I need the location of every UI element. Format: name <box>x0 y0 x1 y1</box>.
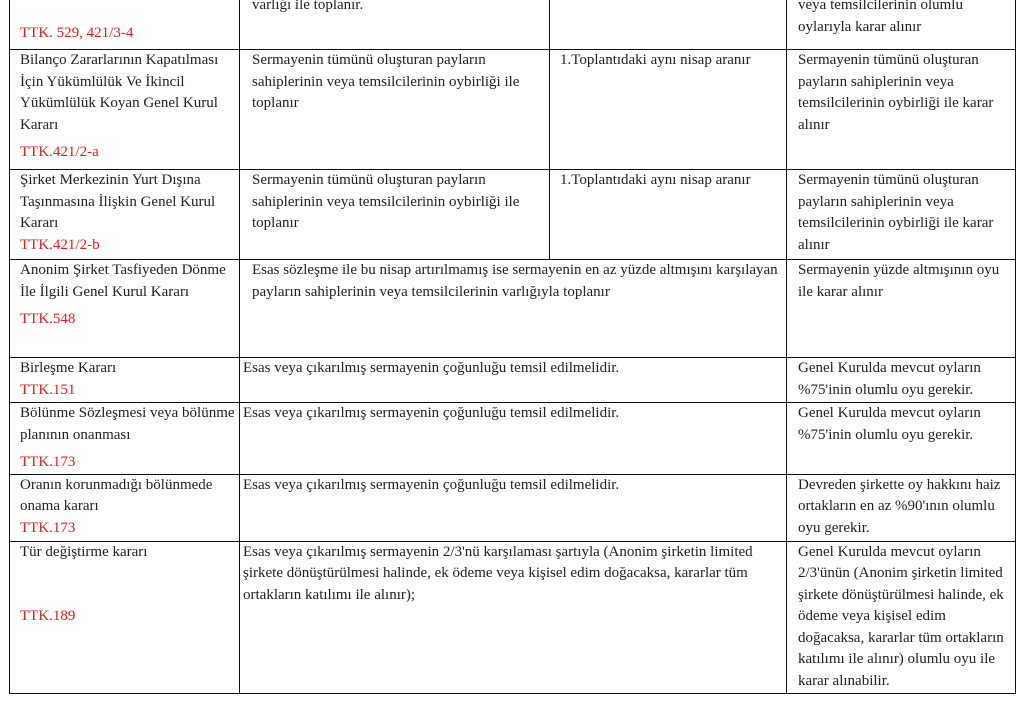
subject-cell <box>10 541 240 693</box>
quorum-table <box>9 0 1016 694</box>
decision-cell <box>787 50 1016 170</box>
subject-cell <box>10 0 240 50</box>
ttk-reference: TTK.173 <box>20 454 76 470</box>
quorum-cell <box>240 474 787 541</box>
decision-cell <box>787 170 1016 260</box>
decision-cell <box>787 403 1016 475</box>
second-quorum-text: 1.Toplantıdaki aynı nisap aranır <box>560 52 751 68</box>
quorum-cell <box>240 0 550 50</box>
decision-text: Sermayenin yüzde altmışının oyu ile karar alınır <box>798 262 1000 300</box>
quorum-text: Esas veya çıkarılmış sermayenin 2/3'nü karşılaması şartıyla (Anonim şirketin limited şirkete dönüştürülmesi halinde, ek ödeme veya kişisel edim doğacaksa, kararlar tüm ortakların katılımı ile alınır); <box>243 543 753 603</box>
subject-cell <box>10 358 240 403</box>
subject-cell <box>10 170 240 260</box>
second-quorum-cell <box>550 170 787 260</box>
decision-text: Genel Kurulda mevcut oyların 2/3'ünün (Anonim şirketin limited şirkete dönüştürülmesi halinde, ek ödeme veya kişisel edim doğacaksa, kararlar tüm ortakların katılımı ile alınır) olumlu oyu ile karar alınabilir. <box>798 543 1004 689</box>
quorum-cell <box>240 50 550 170</box>
subject-text: Tür değiştirme kararı <box>20 543 148 560</box>
quorum-cell <box>240 170 550 260</box>
table-row <box>10 474 1016 541</box>
subject-text: Oranın korunmadığı bölünmede onama kararı <box>20 476 213 514</box>
ttk-reference: TTK.173 <box>20 519 76 536</box>
ttk-reference: TTK.421/2-a <box>20 144 99 160</box>
subject-text: Bölünme Sözleşmesi veya bölünme planının onanması <box>20 405 235 443</box>
decision-cell <box>787 0 1016 50</box>
ttk-reference: TTK.151 <box>20 381 76 398</box>
subject-cell <box>10 403 240 475</box>
ttk-reference: TTK.421/2-b <box>20 236 100 253</box>
quorum-text: varlığı ile toplanır. <box>252 0 364 13</box>
second-quorum-cell <box>550 50 787 170</box>
ttk-reference: TTK. 529, 421/3-4 <box>20 25 134 41</box>
decision-text: Sermayenin tümünü oluşturan payların sahiplerinin veya temsilcilerinin oybirliği ile karar alınır <box>798 52 994 133</box>
quorum-text: Esas veya çıkarılmış sermayenin çoğunluğu temsil edilmelidir. <box>243 405 620 421</box>
quorum-text: Esas veya çıkarılmış sermayenin çoğunluğu temsil edilmelidir. <box>243 360 620 376</box>
quorum-text: Sermayenin tümünü oluşturan payların sahiplerinin veya temsilcilerinin oybirliği ile toplanır <box>252 52 520 111</box>
table-row <box>10 541 1016 693</box>
table-row <box>10 403 1016 475</box>
ttk-reference: TTK.548 <box>20 311 76 327</box>
quorum-cell <box>240 260 787 358</box>
subject-text: Bilanço Zararlarının Kapatılması İçin Yükümlülük Ve İkincil Yükümlülük Koyan Genel Kurul Kararı <box>20 52 219 133</box>
table-row <box>10 0 1016 50</box>
decision-cell <box>787 358 1016 403</box>
ttk-reference: TTK.189 <box>20 608 76 624</box>
subject-text: Anonim Şirket Tasfiyeden Dönme İle İlgili Genel Kurul Kararı <box>20 262 226 300</box>
decision-text: veya temsilcilerinin olumlu oylarıyla karar alınır <box>798 0 963 35</box>
quorum-text: Esas veya çıkarılmış sermayenin çoğunluğu temsil edilmelidir. <box>243 476 620 493</box>
table-row <box>10 260 1016 358</box>
quorum-cell <box>240 403 787 475</box>
quorum-cell <box>240 358 787 403</box>
decision-text: Genel Kurulda mevcut oyların %75'inin olumlu oyu gerekir. <box>798 360 981 398</box>
table-row <box>10 50 1016 170</box>
decision-text: Sermayenin tümünü oluşturan payların sahiplerinin veya temsilcilerinin oybirliği ile karar alınır <box>798 172 994 253</box>
subject-cell <box>10 260 240 358</box>
second-quorum-cell <box>550 0 787 50</box>
decision-cell <box>787 541 1016 693</box>
subject-cell <box>10 50 240 170</box>
subject-text: Şirket Merkezinin Yurt Dışına Taşınmasına İlişkin Genel Kurul Kararı <box>20 172 216 231</box>
decision-text: Genel Kurulda mevcut oyların %75'inin olumlu oyu gerekir. <box>798 405 981 443</box>
decision-text: Devreden şirkette oy hakkını haiz ortakların en az %90'ının olumlu oyu gerekir. <box>798 476 1001 536</box>
quorum-text: Esas sözleşme ile bu nisap artırılmamış ise sermayenin en az yüzde altmışını karşılayan payların sahiplerinin veya temsilcilerinin varlığıyla toplanır <box>252 262 778 300</box>
second-quorum-text: 1.Toplantıdaki aynı nisap aranır <box>560 172 751 188</box>
table-row <box>10 358 1016 403</box>
decision-cell <box>787 260 1016 358</box>
table-row <box>10 170 1016 260</box>
quorum-text: Sermayenin tümünü oluşturan payların sahiplerinin veya temsilcilerinin oybirliği ile toplanır <box>252 172 520 231</box>
subject-text: Birleşme Kararı <box>20 360 117 376</box>
decision-cell <box>787 474 1016 541</box>
quorum-cell <box>240 541 787 693</box>
subject-cell <box>10 474 240 541</box>
